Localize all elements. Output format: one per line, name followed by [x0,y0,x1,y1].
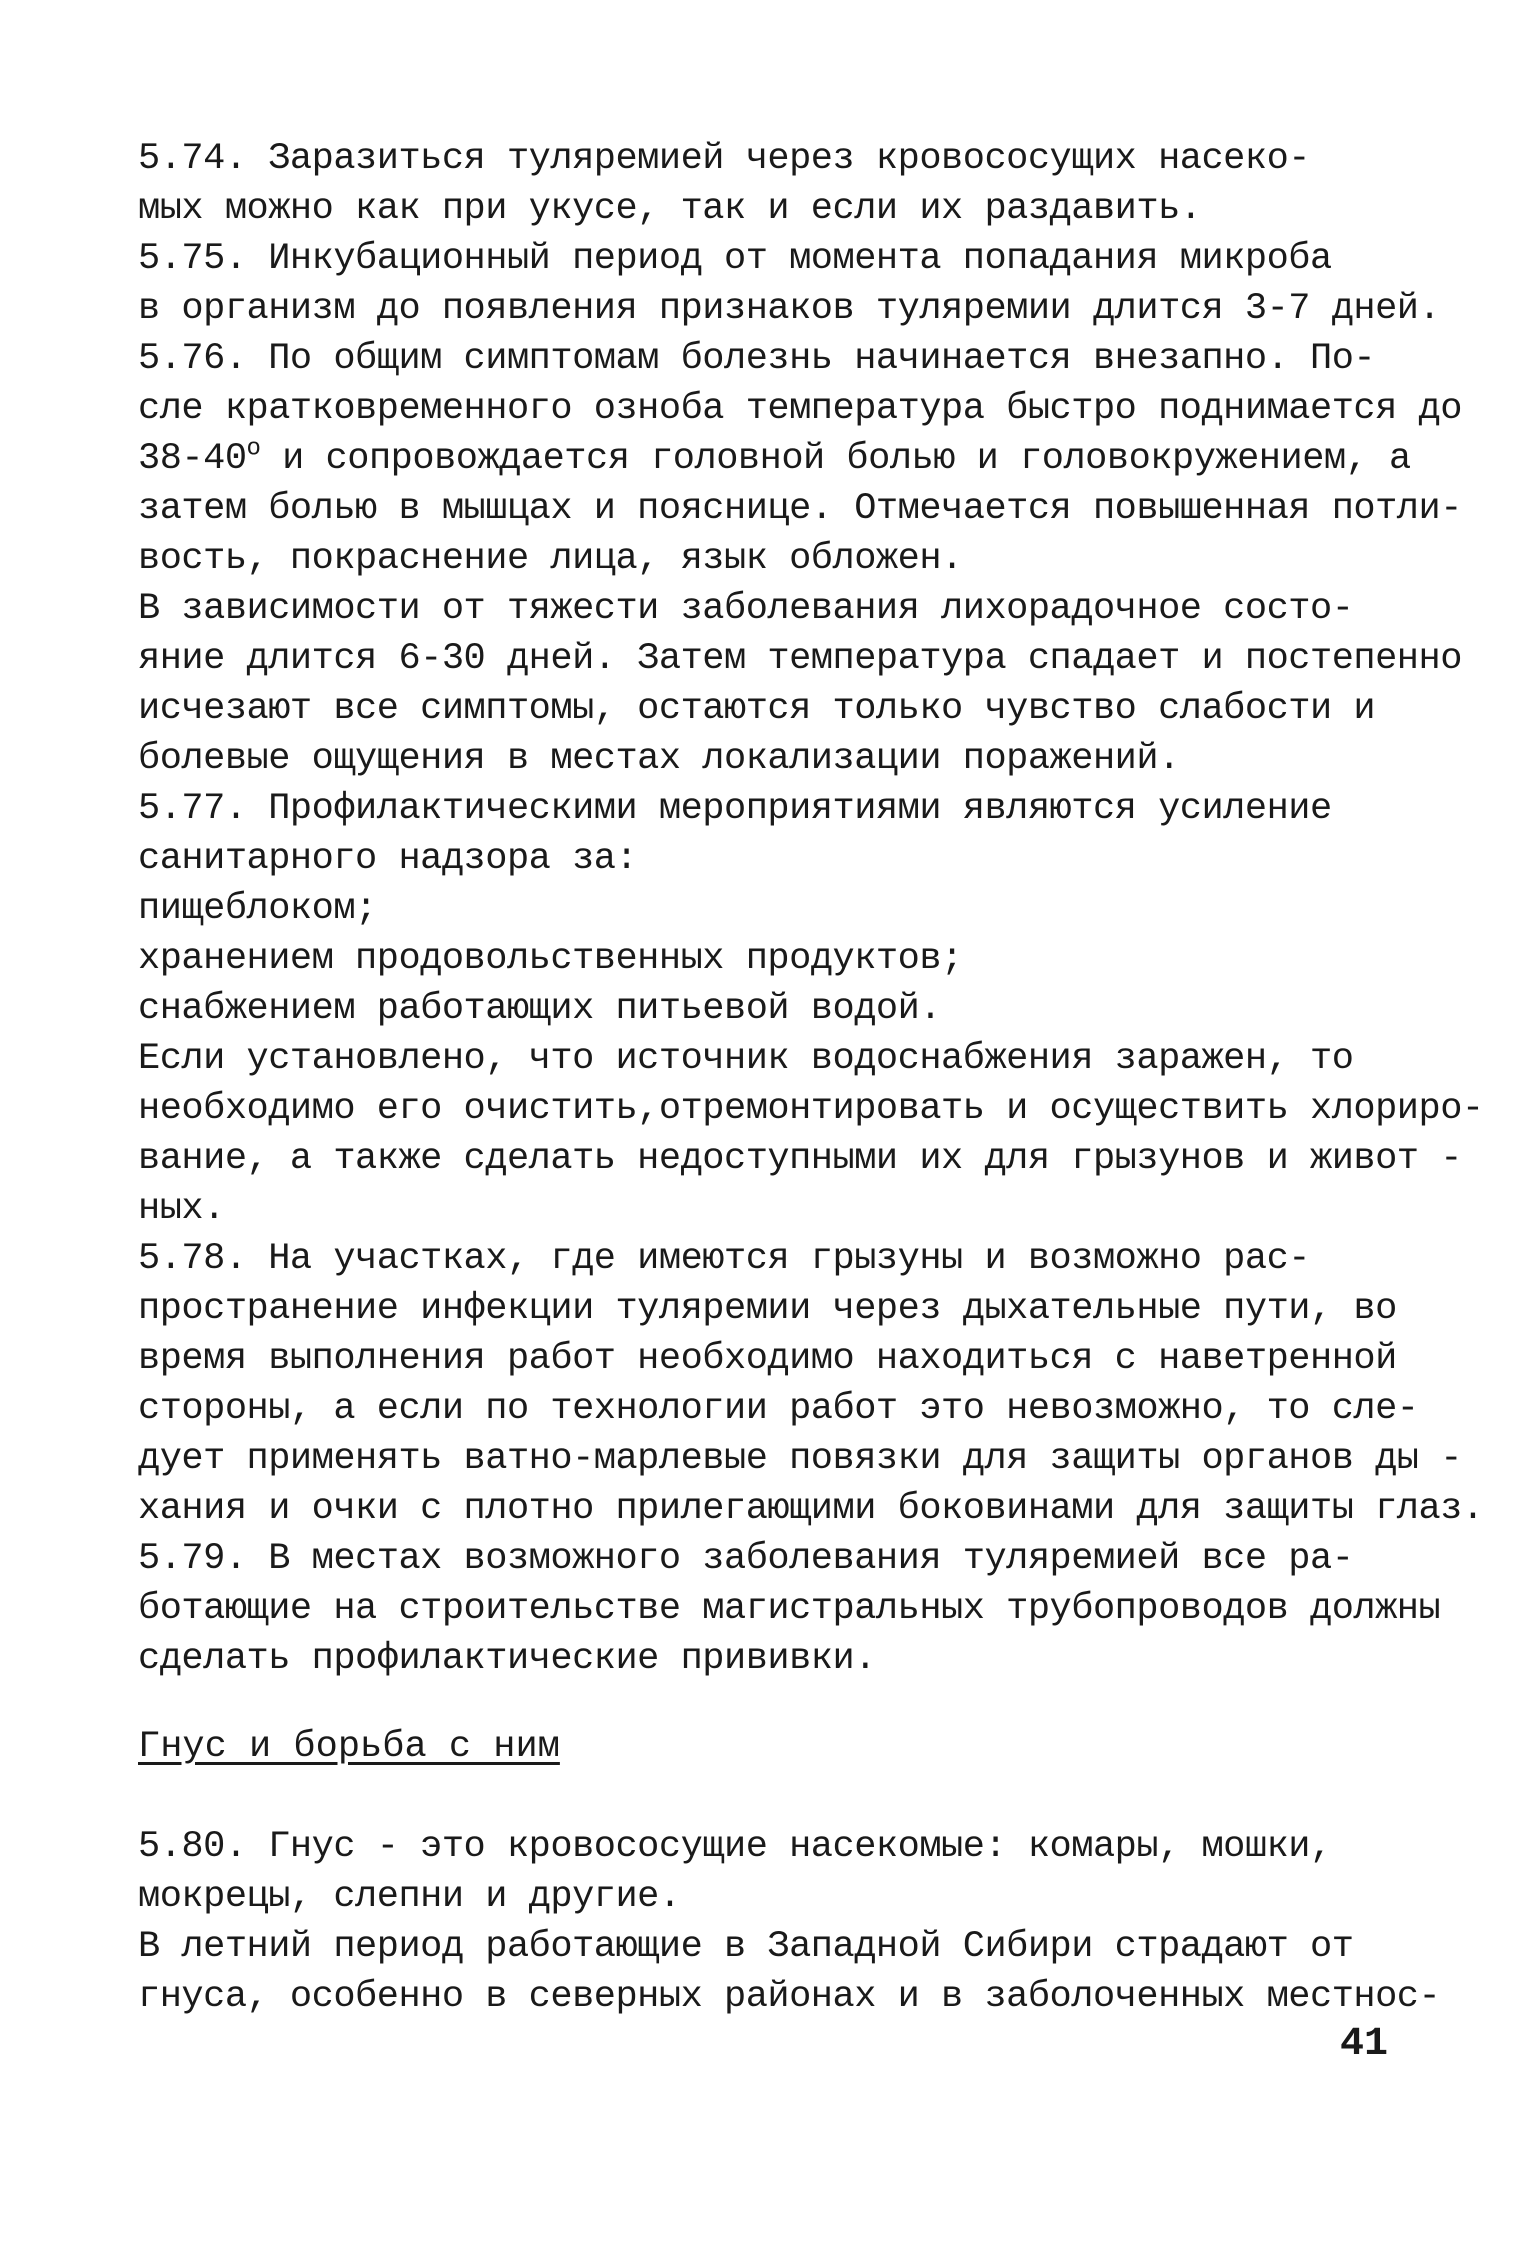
text-fragment: и сопровождается головной болью и головокружением, а [260,438,1411,480]
text-line: 5.74. Заразиться туляремией через кровососущих насеко- [138,138,1310,180]
text-line: пространение инфекции туляремии через дыхательные пути, во [138,1288,1397,1330]
page-number: 41 [1340,2022,1389,2067]
text-line: В летний период работающие в Западной Сибири страдают от [138,1926,1354,1968]
text-line: вание, а также сделать недоступными их для грызунов и живот - [138,1138,1462,1180]
text-line: сле кратковременного озноба температура быстро поднимается до [138,388,1462,430]
text-line: 5.79. В местах возможного заболевания туляремией все ра- [138,1538,1354,1580]
text-line: Если установлено, что источник водоснабжения заражен, то [138,1038,1354,1080]
text-line: гнуса, особенно в северных районах и в заболоченных местнос- [138,1976,1441,2018]
text-line-with-degree [138,434,1411,484]
list-item: пищеблоком; [138,888,377,930]
text-line: затем болью в мышцах и пояснице. Отмечается повышенная потли- [138,488,1462,530]
text-line: необходимо его очистить,отремонтировать и осуществить хлориро- [138,1088,1484,1130]
text-line: дует применять ватно-марлевые повязки для защиты органов ды - [138,1438,1462,1480]
text-line: мокрецы, слепни и другие. [138,1876,681,1918]
text-line: санитарного надзора за: [138,838,638,880]
text-line: ботающие на строительстве магистральных трубопроводов должны [138,1588,1441,1630]
text-line: хания и очки с плотно прилегающими боковинами для защиты глаз. [138,1488,1484,1530]
text-line: сделать профилактические прививки. [138,1638,876,1680]
section-heading: Гнус и борьба с ним [138,1726,560,1768]
text-line: время выполнения работ необходимо находиться с наветренной [138,1338,1397,1380]
text-line: 5.77. Профилактическими мероприятиями являются усиление [138,788,1332,830]
degree-sign: о [246,435,261,463]
text-line: исчезают все симптомы, остаются только чувство слабости и [138,688,1376,730]
text-line: 5.75. Инкубационный период от момента попадания микроба [138,238,1332,280]
text-line: вость, покраснение лица, язык обложен. [138,538,963,580]
list-item: снабжением работающих питьевой водой. [138,988,942,1030]
text-line: 5.76. По общим симптомам болезнь начинается внезапно. По- [138,338,1376,380]
text-line: яние длится 6-30 дней. Затем температура спадает и постепенно [138,638,1462,680]
text-line: стороны, а если по технологии работ это невозможно, то сле- [138,1388,1419,1430]
text-line: В зависимости от тяжести заболевания лихорадочное состо- [138,588,1354,630]
degree-range: 38-40 [138,438,247,480]
text-line: болевые ощущения в местах локализации поражений. [138,738,1180,780]
list-item: хранением продовольственных продуктов; [138,938,963,980]
text-line: мых можно как при укусе, так и если их раздавить. [138,188,1202,230]
text-line: 5.78. На участках, где имеются грызуны и возможно рас- [138,1238,1310,1280]
text-line: в организм до появления признаков туляремии длится 3-7 дней. [138,288,1441,330]
text-line: 5.80. Гнус - это кровососущие насекомые: комары, мошки, [138,1826,1332,1868]
text-line: ных. [138,1188,225,1230]
